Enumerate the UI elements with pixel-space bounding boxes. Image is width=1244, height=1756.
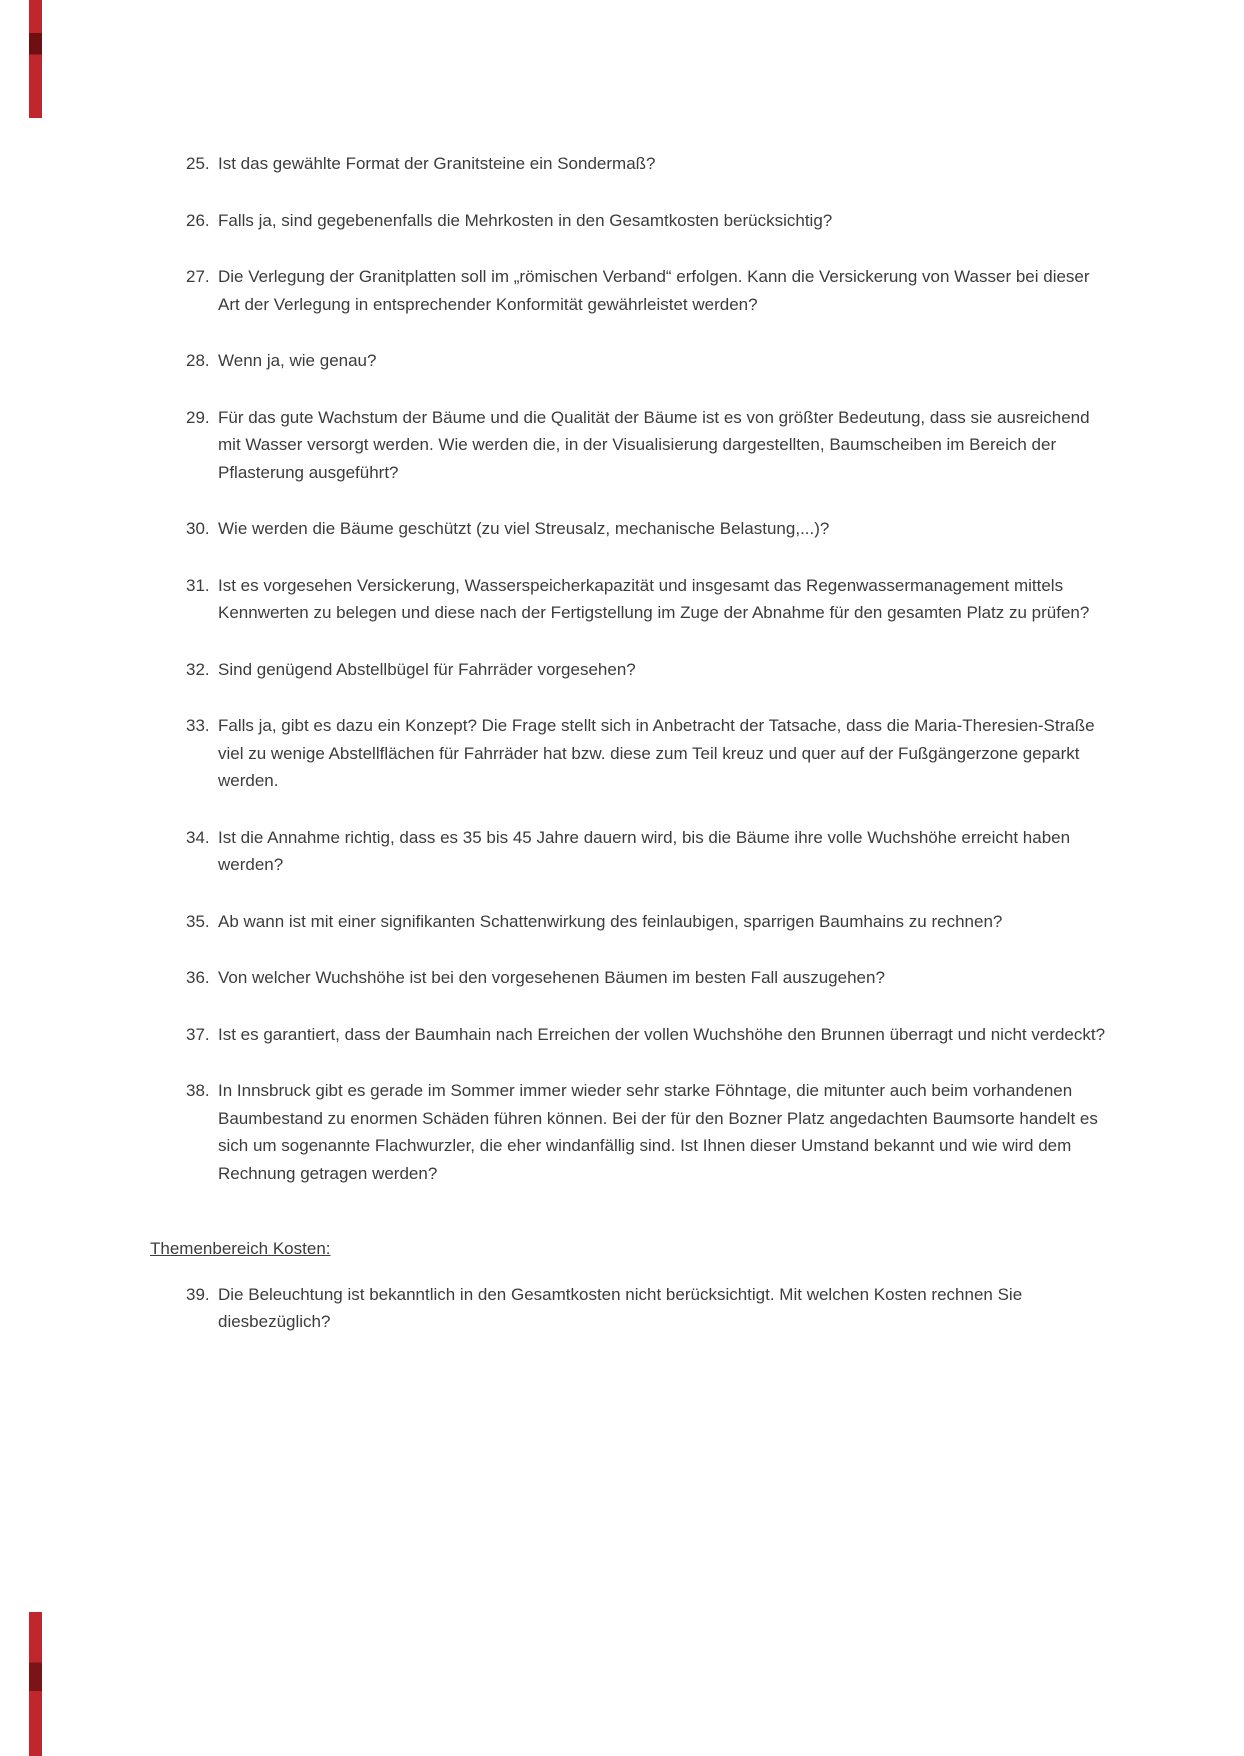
list-item [150,207,1144,235]
list-item [150,1077,1144,1187]
list-item [150,150,1144,178]
list-item [150,347,1144,375]
list-item [150,1021,1144,1049]
item-number: 26. [186,210,210,230]
item-text: Ist die Annahme richtig, dass es 35 bis 45 Jahre dauern wird, bis die Bäume ihre volle Wuchshöhe erreicht haben werden? [218,827,1071,874]
item-text: In Innsbruck gibt es gerade im Sommer immer wieder sehr starke Föhntage, die mitunter auch beim vorhandenen Baumbestand zu enormen Schäden führen können. Bei der für den Bozner Platz angedachten Baumsorte handelt es sich um sogenannte Flachwurzler, die eher windanfällig sind. Ist Ihnen dieser Umstand bekannt und wie wird dem Rechnung getragen werden? [218,1081,1098,1183]
list-item [150,908,1144,936]
item-number: 27. [186,267,210,286]
item-text: Ist es vorgesehen Versickerung, Wasserspeicherkapazität und insgesamt das Regenwassermanagement mittels Kennwerten zu belegen und diese nach der Fertigstellung im Zuge der Abnahme für den gesamten Platz zu prüfen? [218,575,1090,622]
item-text: Von welcher Wuchshöhe ist bei den vorgesehenen Bäumen im besten Fall auszugehen? [218,968,885,987]
list-item [150,656,1144,684]
item-text: Ist es garantiert, dass der Baumhain nach Erreichen der vollen Wuchshöhe den Brunnen überragt und nicht verdeckt? [218,1024,1106,1044]
item-number: 35. [186,911,210,931]
item-text: Die Verlegung der Granitplatten soll im „römischen Verband“ erfolgen. Kann die Versickerung von Wasser bei dieser Art der Verlegung in entsprechender Konformität gewährleistet werden? [218,267,1090,314]
item-text: Ist das gewählte Format der Granitsteine ein Sondermaß? [218,154,656,173]
item-number: 33. [186,716,210,735]
document-content [150,150,1144,1336]
item-number: 30. [186,519,210,538]
list-item [150,263,1144,318]
item-text: Ab wann ist mit einer signifikanten Schattenwirkung des feinlaubigen, sparrigen Baumhains zu rechnen? [218,911,1003,931]
item-number: 36. [186,968,210,987]
question-list [150,150,1144,1187]
item-number: 32. [186,659,210,679]
item-number: 31. [186,575,210,595]
item-number: 39. [186,1284,210,1304]
list-item [150,964,1144,992]
item-text: Falls ja, gibt es dazu ein Konzept? Die Frage stellt sich in Anbetracht der Tatsache, dass die Maria-Theresien-Straße viel zu wenige Abstellflächen für Fahrräder hat bzw. diese zum Teil kreuz und quer auf der Fußgängerzone geparkt werden. [218,716,1095,790]
item-number: 38. [186,1081,210,1100]
item-text: Wenn ja, wie genau? [218,351,377,370]
scan-edge-mark-bottom [29,1612,42,1756]
item-number: 25. [186,154,210,173]
item-number: 37. [186,1024,210,1044]
item-number: 29. [186,407,210,427]
list-item [150,824,1144,879]
item-text: Die Beleuchtung ist bekanntlich in den Gesamtkosten nicht berücksichtigt. Mit welchen Kosten rechnen Sie diesbezüglich? [218,1284,1023,1331]
item-text: Falls ja, sind gegebenenfalls die Mehrkosten in den Gesamtkosten berücksichtig? [218,210,833,230]
question-list-kosten [150,1281,1144,1336]
item-number: 28. [186,351,210,370]
list-item [150,404,1144,487]
list-item [150,515,1144,543]
scan-edge-mark-top [29,0,42,118]
item-text: Wie werden die Bäume geschützt (zu viel Streusalz, mechanische Belastung,...)? [218,519,830,538]
item-text: Sind genügend Abstellbügel für Fahrräder vorgesehen? [218,659,636,679]
list-item [150,572,1144,627]
item-text: Für das gute Wachstum der Bäume und die Qualität der Bäume ist es von größter Bedeutung, dass sie ausreichend mit Wasser versorgt werden. Wie werden die, in der Visualisierung dargestellten, Baumscheiben im Bereich der Pflasterung ausgeführt? [218,407,1090,482]
section-heading-kosten: Themenbereich Kosten: [150,1239,331,1258]
list-item [150,1281,1144,1336]
list-item [150,712,1144,795]
item-number: 34. [186,827,210,847]
